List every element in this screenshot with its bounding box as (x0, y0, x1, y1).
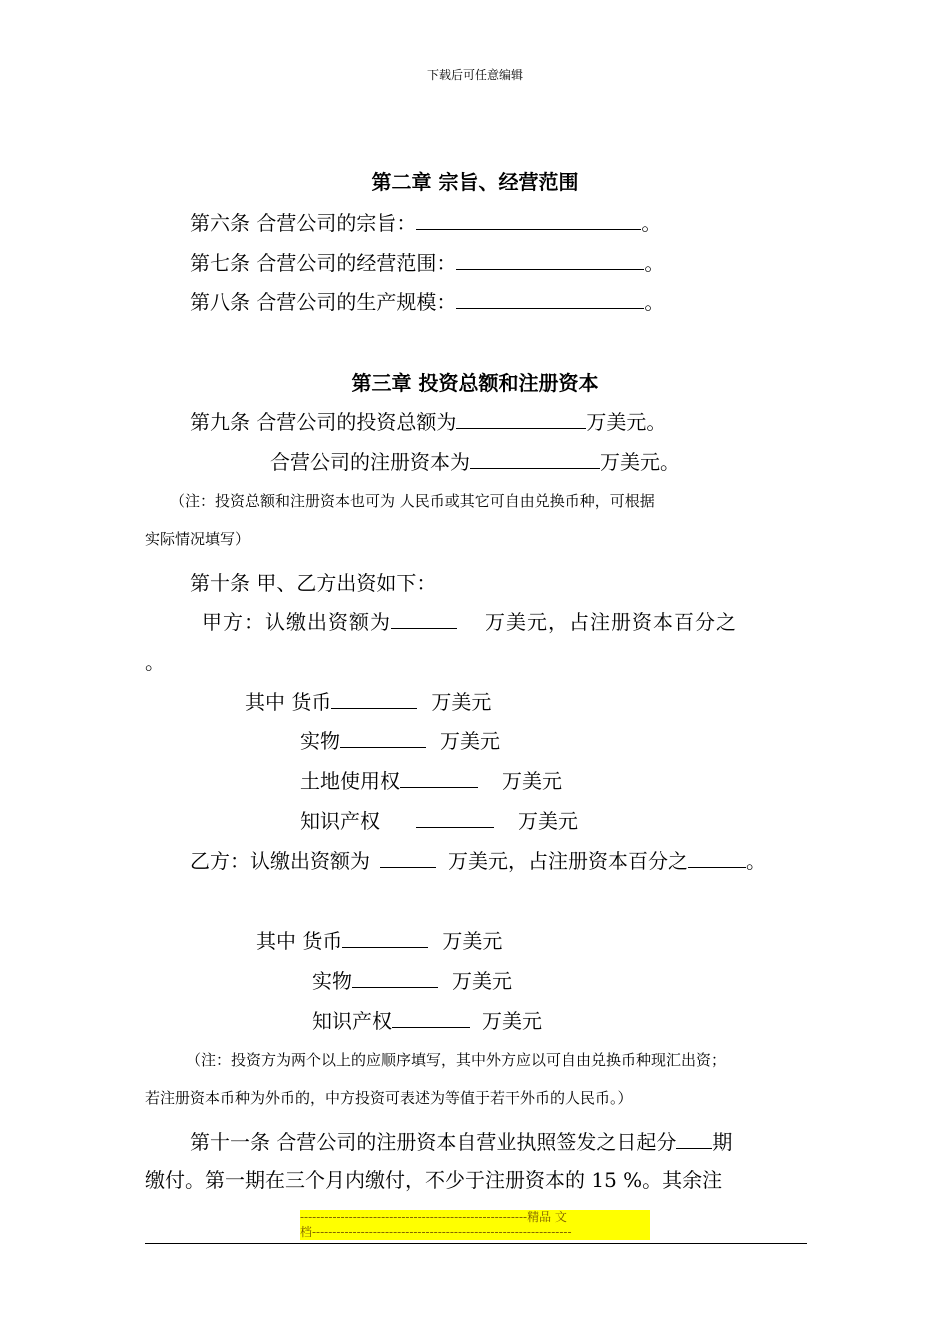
article-6-end: 。 (641, 211, 662, 235)
item-label: 实物 (312, 969, 352, 993)
party-a-item (300, 725, 500, 754)
article-9 (190, 406, 666, 435)
fill-blank (470, 448, 600, 469)
party-a-item (300, 805, 578, 834)
article-11-label: 第十一条 合营公司的注册资本自营业执照签发之日起分 (190, 1130, 677, 1154)
party-a-item (245, 686, 491, 715)
item-unit: 万美元 (440, 729, 500, 753)
fill-blank (456, 408, 586, 429)
chapter-title: 第二章 宗旨、经营范围 (371, 170, 579, 194)
fill-blank (340, 727, 426, 748)
party-a-label: 甲方：认缴出资额为 (202, 610, 391, 634)
article-6-label: 第六条 合营公司的宗旨： (190, 211, 417, 235)
party-b-item (312, 965, 512, 994)
footer-line-1: --------------------------------------------------------精品 文 (300, 1210, 567, 1224)
article-7-end: 。 (644, 251, 665, 275)
party-b-end: 。 (746, 849, 766, 873)
party-b-item (256, 925, 502, 954)
article-7 (190, 247, 664, 276)
item-unit: 万美元 (442, 929, 503, 953)
footer-watermark (300, 1210, 650, 1240)
note-line: 实际情况填写） (145, 530, 251, 548)
fill-blank (331, 688, 417, 709)
fill-blank (352, 967, 438, 988)
article-8-end: 。 (644, 290, 665, 314)
fill-blank (676, 1128, 712, 1149)
party-a-item (300, 765, 562, 794)
item-label: 知识产权 (312, 1009, 392, 1033)
article-8 (190, 286, 664, 315)
item-label: 实物 (300, 729, 340, 753)
party-a-contribution (202, 606, 737, 635)
party-b-item (312, 1005, 542, 1034)
item-label: 其中 货币 (256, 929, 343, 953)
fill-blank (456, 288, 644, 309)
fill-blank (456, 249, 644, 270)
item-unit: 万美元 (431, 690, 492, 714)
footer-line-2: 档---------------------------------------------------------------- (300, 1225, 572, 1239)
fill-blank (392, 1007, 470, 1028)
fill-blank (416, 807, 494, 828)
page-header: 下载后可任意编辑 (426, 68, 523, 82)
article-8-label: 第八条 合营公司的生产规模： (190, 290, 457, 314)
article-9-label: 第九条 合营公司的投资总额为 (190, 410, 457, 434)
item-unit: 万美元 (518, 809, 578, 833)
party-b-contribution (190, 845, 766, 874)
item-label: 土地使用权 (300, 769, 400, 793)
article-11-label-end: 期 (712, 1130, 733, 1154)
article-7-label: 第七条 合营公司的经营范围： (190, 251, 457, 275)
party-a-share-label: 万美元，占注册资本百分之 (485, 610, 737, 634)
fill-blank (380, 847, 436, 868)
registered-capital-unit: 万美元。 (600, 450, 680, 474)
registered-capital-label: 合营公司的注册资本为 (270, 450, 470, 474)
footer-divider (145, 1243, 807, 1244)
article-11-continued: 缴付。第一期在三个月内缴付，不少于注册资本的 15 %。其余注 (145, 1168, 723, 1192)
article-6 (190, 207, 661, 236)
article-9-unit: 万美元。 (586, 410, 667, 434)
party-a-end: 。 (145, 650, 165, 674)
fill-blank (400, 767, 478, 788)
registered-capital (270, 446, 680, 475)
party-b-label: 乙方：认缴出资额为 (190, 849, 370, 873)
fill-blank (688, 847, 746, 868)
note-line: 若注册资本币种为外币的，中方投资可表述为等值于若干外币的人民币。） (145, 1089, 633, 1107)
item-unit: 万美元 (482, 1009, 542, 1033)
item-unit: 万美元 (502, 769, 562, 793)
fill-blank (416, 209, 641, 230)
item-label: 其中 货币 (245, 690, 332, 714)
item-label: 知识产权 (300, 809, 380, 833)
note-line: （注：投资方为两个以上的应顺序填写，其中外方应以可自由兑换币种现汇出资； (186, 1051, 727, 1069)
article-10: 第十条 甲、乙方出资如下： (190, 571, 437, 595)
fill-blank (342, 927, 428, 948)
article-11 (190, 1126, 732, 1155)
item-unit: 万美元 (452, 969, 512, 993)
fill-blank (391, 608, 457, 629)
note-line: （注：投资总额和注册资本也可为 人民币或其它可自由兑换币种，可根据 (170, 492, 655, 510)
party-b-share-label: 万美元，占注册资本百分之 (448, 849, 688, 873)
chapter-title: 第三章 投资总额和注册资本 (351, 371, 599, 395)
